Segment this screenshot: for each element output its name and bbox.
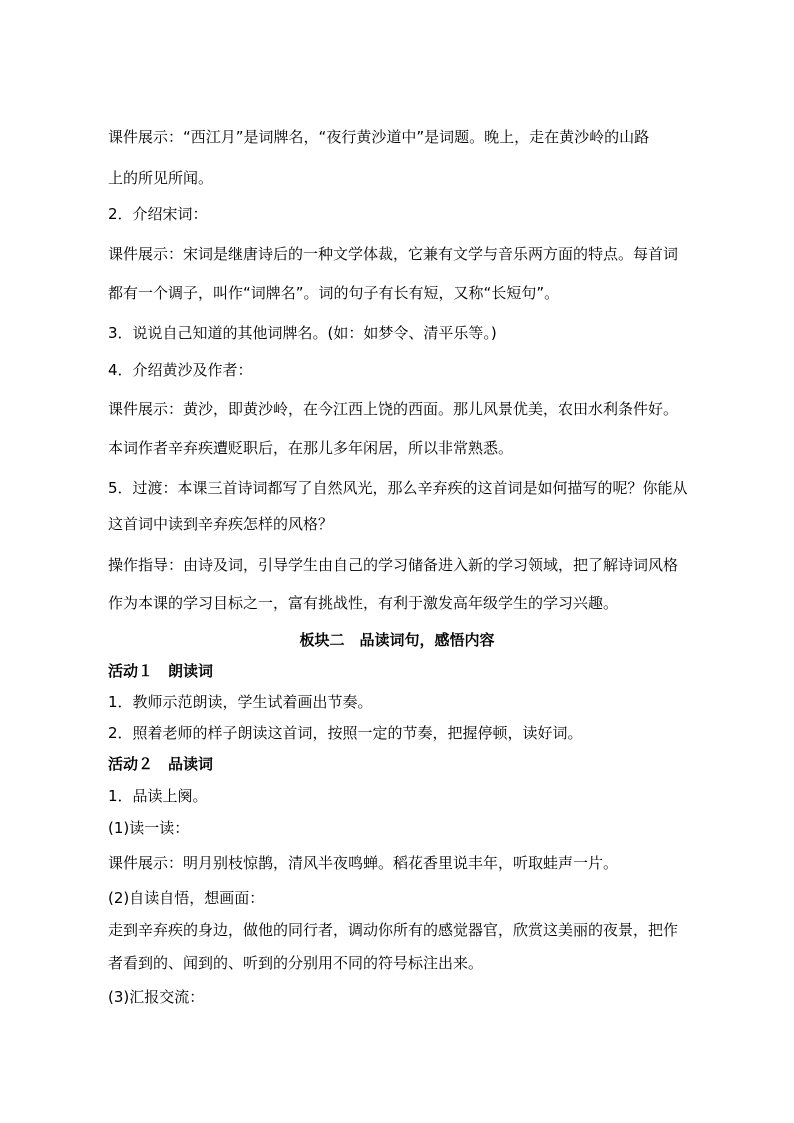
list-item: 1．教师示范朗读，学生试着画出节奏。 [108,693,373,711]
list-item: 1．品读上阕。 [108,787,208,805]
sub-item: (2)自读自悟，想画面： [108,889,265,907]
paragraph-line: 上的所见所闻。 [108,169,214,187]
list-item: 2．介绍宋词： [108,205,208,223]
list-item: 4．介绍黄沙及作者： [108,361,253,379]
paragraph-line: 作为本课的学习目标之一，富有挑战性，有利于激发高年级学生的学习兴趣。 [108,594,619,612]
paragraph-line: 课件展示：宋词是继唐诗后的一种文学体裁，它兼有文学与音乐两方面的特点。每首词 [108,245,679,263]
paragraph-line: 都有一个调子，叫作“词牌名”。词的句子有长有短，又称“长短句”。 [108,284,560,302]
section-heading: 板块二 品读词句，感悟内容 [299,631,495,649]
list-item: 2．照着老师的样子朗读这首词，按照一定的节奏，把握停顿，读好词。 [108,724,583,742]
list-item: 5．过渡：本课三首诗词都写了自然风光，那么辛弃疾的这首词是如何描写的呢？你能从 [108,479,688,497]
paragraph-line: 这首词中读到辛弃疾怎样的风格？ [108,515,334,533]
paragraph-line: 课件展示：明月别枝惊鹊，清风半夜鸣蝉。稻花香里说丰年，听取蛙声一片。 [108,854,619,872]
list-item: 3．说说自己知道的其他词牌名。(如：如梦令、清平乐等。) [108,324,497,342]
paragraph-line: 走到辛弃疾的身边，做他的同行者，调动你所有的感觉器官，欣赏这美丽的夜景，把作 [108,921,679,939]
paragraph-line: 课件展示：“西江月”是词牌名，“夜行黄沙道中”是词题。晚上，走在黄沙岭的山路 [108,128,650,146]
sub-item: (3)汇报交流： [108,988,205,1006]
paragraph-line: 者看到的、闻到的、听到的分别用不同的符号标注出来。 [108,954,484,972]
paragraph-line: 操作指导：由诗及词，引导学生由自己的学习储备进入新的学习领域，把了解诗词风格 [108,556,679,574]
activity-heading: 活动２ 品读词 [108,755,214,773]
paragraph-line: 本词作者辛弃疾遭贬职后，在那儿多年闲居，所以非常熟悉。 [108,439,514,457]
sub-item: (1)读一读： [108,819,190,837]
activity-heading: 活动１ 朗读词 [108,662,214,680]
paragraph-line: 课件展示：黄沙，即黄沙岭，在今江西上饶的西面。那儿风景优美，农田水利条件好。 [108,400,679,418]
